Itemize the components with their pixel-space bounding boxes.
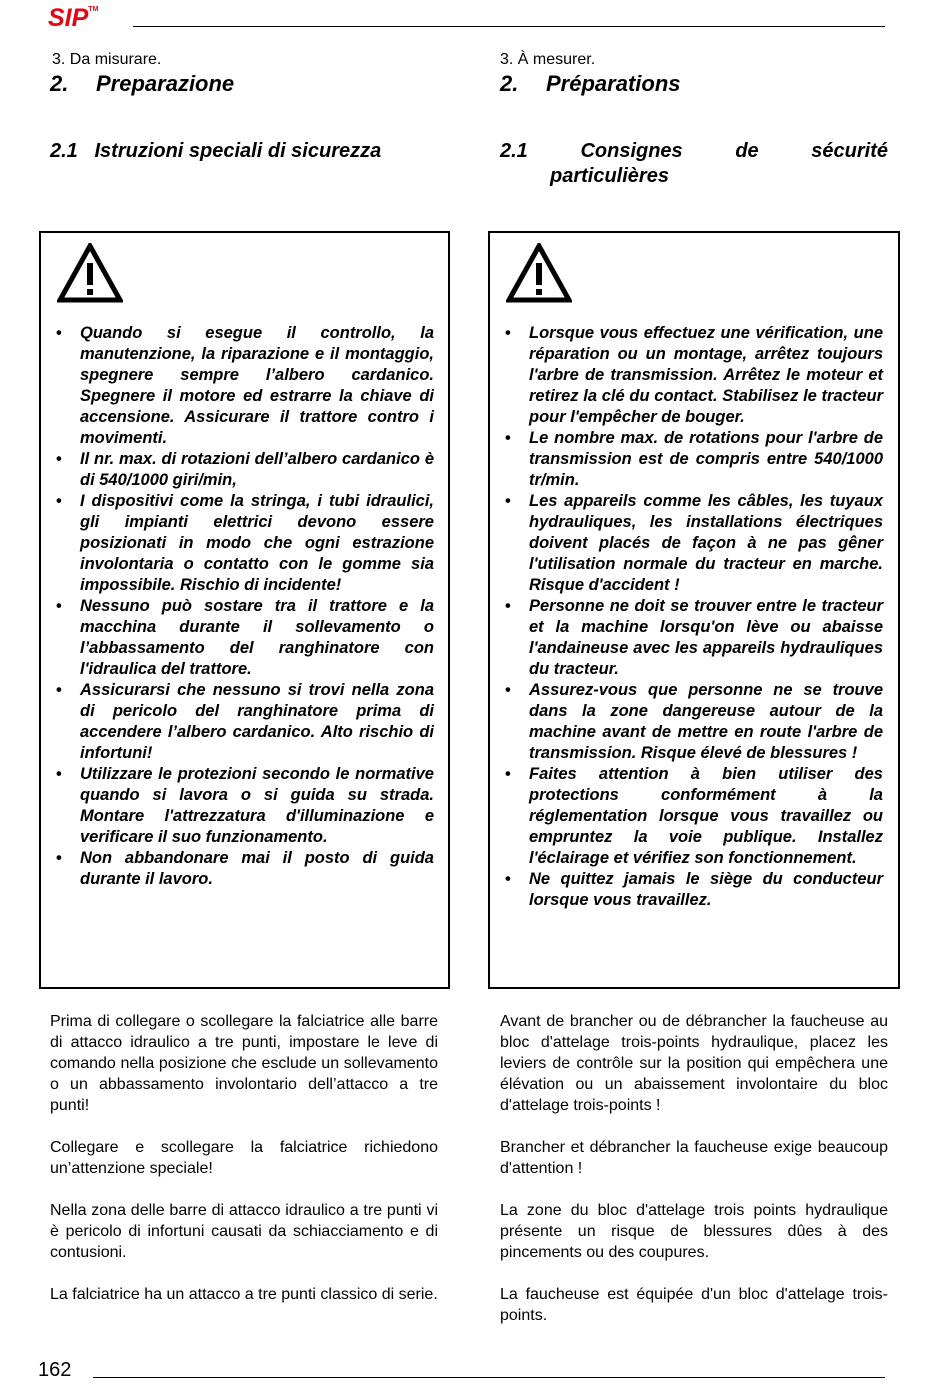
list-item: • Assicurarsi che nessuno si trovi nella zona di pericolo del ranghinatore prima di accendere l’albero cardanico. Alto rischio di infortuni! bbox=[56, 680, 434, 764]
list-item: • Ne quittez jamais le siège du conducteur lorsque vous travaillez. bbox=[505, 869, 883, 911]
list-item: • Assurez-vous que personne ne se trouve dans la zone dangereuse autour de la machine avant de mettre en route l'arbre de transmission. Risque élevé de blessures ! bbox=[505, 680, 883, 764]
left-body-text bbox=[50, 1011, 438, 1326]
left-section-number: 2. bbox=[50, 71, 69, 96]
header-rule bbox=[133, 26, 885, 27]
left-section-title bbox=[50, 71, 234, 97]
right-subsection-word: sécurité bbox=[811, 140, 888, 162]
page-number: 162 bbox=[38, 1359, 72, 1381]
list-item: • Le nombre max. de rotations pour l'arbre de transmission est de compris entre 540/1000 tr/min. bbox=[505, 428, 883, 491]
right-safety-box bbox=[488, 231, 900, 989]
right-section-number: 2. bbox=[500, 71, 519, 96]
right-safety-list bbox=[505, 323, 883, 911]
paragraph: La zone du bloc d'attelage trois points hydraulique présente un risque de blessures dûes à des pincements ou des coupures. bbox=[500, 1202, 888, 1261]
paragraph: La faucheuse est équipée d'un bloc d'attelage trois-points. bbox=[500, 1286, 888, 1324]
right-step-text: 3. À mesurer. bbox=[500, 51, 596, 68]
list-item: • Les appareils comme les câbles, les tuyaux hydrauliques, les installations électriques doivent placés de façon à ne pas gêner l'utilisation normale du tracteur en marche. Risque d'accident ! bbox=[505, 491, 883, 596]
left-section-label: Preparazione bbox=[96, 71, 235, 96]
list-item: • Il nr. max. di rotazioni dell’albero cardanico è di 540/1000 giri/min, bbox=[56, 449, 434, 491]
list-item: • Faites attention à bien utiliser des protections conformément à la réglementation lorsque vous travaillez ou empruntez la voie publique. Installez l'éclairage et vérifiez son fonctionnement. bbox=[505, 764, 883, 869]
list-item: • Quando si esegue il controllo, la manutenzione, la riparazione e il montaggio, spegnere sempre l’albero cardanico. Spegnere il motore ed estrarre la chiave di accensione. Assicurare il trattore contro i movimenti. bbox=[56, 323, 434, 449]
right-subsection-word: de bbox=[735, 140, 759, 162]
list-item: • Non abbandonare mai il posto di guida durante il lavoro. bbox=[56, 848, 434, 890]
brand-logo bbox=[48, 4, 98, 33]
left-step-text: 3. Da misurare. bbox=[52, 51, 162, 68]
trademark-mark: TM bbox=[88, 5, 99, 13]
right-subsection-word: Consignes bbox=[580, 140, 683, 162]
left-safety-list bbox=[56, 323, 434, 890]
right-body-text bbox=[500, 1011, 888, 1347]
right-section-title bbox=[500, 71, 681, 97]
list-item: • Lorsque vous effectuez une vérification, une réparation ou un montage, arrêtez toujours l'arbre de transmission. Arrêtez le moteur et retirez la clé du contact. Stabilisez le tracteur pour l'empêcher de bouger. bbox=[505, 323, 883, 428]
list-item: • I dispositivi come la stringa, i tubi idraulici, gli impianti elettrici devono essere posizionati in modo che ogni estrazione involontaria o contatto con le gomme sia impossibile. Rischio di incidente! bbox=[56, 491, 434, 596]
warning-triangle-icon bbox=[506, 243, 572, 303]
paragraph: Prima di collegare o scollegare la falciatrice alle barre di attacco idraulico a tre punti, impostare le leve di comando nella posizione che esclude un sollevamento o un abbassamento involontario dell’attacco a tre punti! bbox=[50, 1013, 438, 1114]
right-subsection-number: 2.1 bbox=[500, 140, 528, 162]
list-item: • Nessuno può sostare tra il trattore e la macchina durante il sollevamento o l’abbassamento del ranghinatore con l'idraulica del trattore. bbox=[56, 596, 434, 680]
warning-triangle-icon bbox=[57, 243, 123, 303]
left-subsection-title: 2.1 Istruzioni speciali di sicurezza bbox=[50, 140, 382, 162]
paragraph: Nella zona delle barre di attacco idraulico a tre punti vi è pericolo di infortuni causati da schiacciamento e di contusioni. bbox=[50, 1202, 438, 1261]
paragraph: Avant de brancher ou de débrancher la faucheuse au bloc d'attelage trois-points hydraulique, placez les leviers de contrôle sur la position qui empêchera une élévation ou un abaissement involontaire du bloc d'attelage trois-points ! bbox=[500, 1013, 888, 1114]
logo-text: SIP bbox=[48, 4, 89, 32]
footer-rule bbox=[93, 1377, 885, 1378]
paragraph: Brancher et débrancher la faucheuse exige beaucoup d'attention ! bbox=[500, 1139, 888, 1177]
right-section-label: Préparations bbox=[546, 71, 681, 96]
right-subsection-title bbox=[500, 139, 888, 189]
left-safety-box bbox=[39, 231, 450, 989]
paragraph: La falciatrice ha un attacco a tre punti classico di serie. bbox=[50, 1286, 438, 1303]
paragraph: Collegare e scollegare la falciatrice richiedono un’attenzione speciale! bbox=[50, 1139, 438, 1177]
list-item: • Utilizzare le protezioni secondo le normative quando si lavora o si guida su strada. Montare l'attrezzatura d'illuminazione e verificare il suo funzionamento. bbox=[56, 764, 434, 848]
right-subsection-line2: particulières bbox=[550, 165, 669, 187]
list-item: • Personne ne doit se trouver entre le tracteur et la machine lorsqu'on lève ou abaisse l'andaineuse avec les appareils hydrauliques du tracteur. bbox=[505, 596, 883, 680]
